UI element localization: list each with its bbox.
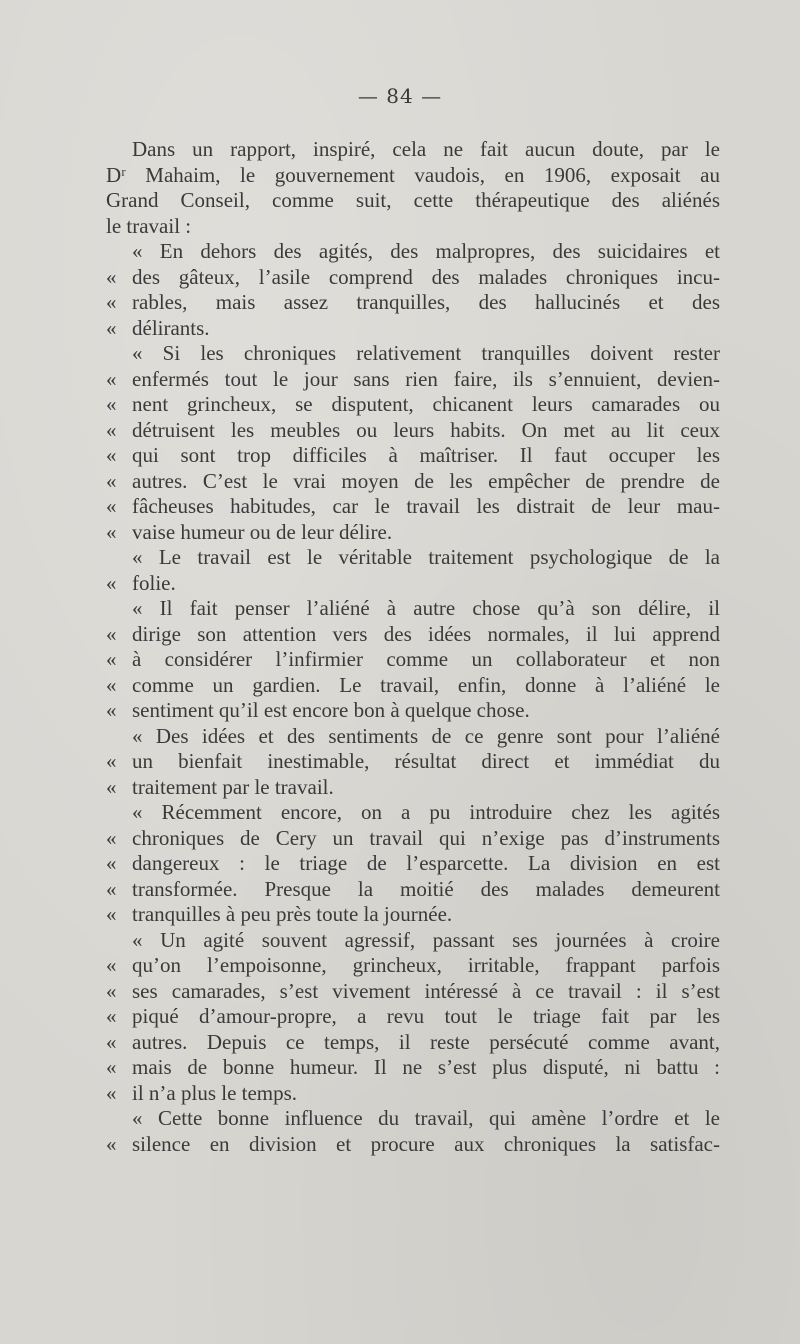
text-line: « enfermés tout le jour sans rien faire, ils s’ennuient, devien- [106,367,720,393]
text-line: « vaise humeur ou de leur délire. [106,520,720,546]
text-line: « Si les chroniques relativement tranquilles doivent rester [132,341,720,365]
text-line: « piqué d’amour-propre, a revu tout le triage fait par les [106,1004,720,1030]
text-line: « mais de bonne humeur. Il ne s’est plus disputé, ni battu : [106,1055,720,1081]
text-line: « tranquilles à peu près toute la journée. [106,902,720,928]
text-line: « rables, mais assez tranquilles, des hallucinés et des [106,290,720,316]
body-text [106,137,720,1157]
text-line: « autres. C’est le vrai moyen de les empêcher de prendre de [106,469,720,495]
text-line: « fâcheuses habitudes, car le travail les distrait de leur mau- [106,494,720,520]
text-line: « dirige son attention vers des idées normales, il lui apprend [106,622,720,648]
text-line: « sentiment qu’il est encore bon à quelque chose. [106,698,720,724]
text-line: « Récemment encore, on a pu introduire chez les agités [132,800,720,824]
text-line: « Des idées et des sentiments de ce genre sont pour l’aliéné [132,723,720,748]
text-line: « ses camarades, s’est vivement intéressé à ce travail : il s’est [106,979,720,1005]
text-line: Dans un rapport, inspiré, cela ne fait aucun doute, par le [132,137,720,161]
text-line: « comme un gardien. Le travail, enfin, donne à l’aliéné le [106,673,720,699]
text-line: « transformée. Presque la moitié des malades demeurent [106,877,720,903]
text-line: « Le travail est le véritable traitement psychologique de la [132,545,720,569]
text-line: « folie. [106,571,720,597]
text-line: « autres. Depuis ce temps, il reste persécuté comme avant, [106,1030,720,1056]
text-line: « traitement par le travail. [106,775,720,801]
text-line: le travail : [106,213,192,238]
text-line: « Un agité souvent agressif, passant ses journées à croire [132,927,720,952]
text-line: « délirants. [106,316,720,342]
text-line: « qu’on l’empoisonne, grincheux, irritable, frappant parfois [106,953,720,979]
text-line: « silence en division et procure aux chroniques la satisfac- [106,1132,720,1158]
page-number: — 84 — [357,84,443,108]
text-line: Grand Conseil, comme suit, cette thérapeutique des aliénés [106,188,720,212]
text-line: « Cette bonne influence du travail, qui amène l’ordre et le [132,1106,720,1130]
text-line: « détruisent les meubles ou leurs habits. On met au lit ceux [106,418,720,444]
text-line: « nent grincheux, se disputent, chicanent leurs camarades ou [106,392,720,418]
text-line: « En dehors des agités, des malpropres, des suicidaires et [132,239,720,263]
text-line: « un bienfait inestimable, résultat direct et immédiat du [106,749,720,775]
text-line: « chroniques de Cery un travail qui n’exige pas d’instruments [106,826,720,852]
text-line: « dangereux : le triage de l’esparcette. La division en est [106,851,720,877]
text-line: Dʳ Mahaim, le gouvernement vaudois, en 1906, exposait au [106,162,720,187]
text-line: « il n’a plus le temps. [106,1081,720,1107]
text-line: « qui sont trop difficiles à maîtriser. Il faut occuper les [106,443,720,469]
text-line: « Il fait penser l’aliéné à autre chose qu’à son délire, il [132,596,720,620]
text-line: « à considérer l’infirmier comme un collaborateur et non [106,647,720,673]
text-line: « des gâteux, l’asile comprend des malades chroniques incu- [106,265,720,291]
